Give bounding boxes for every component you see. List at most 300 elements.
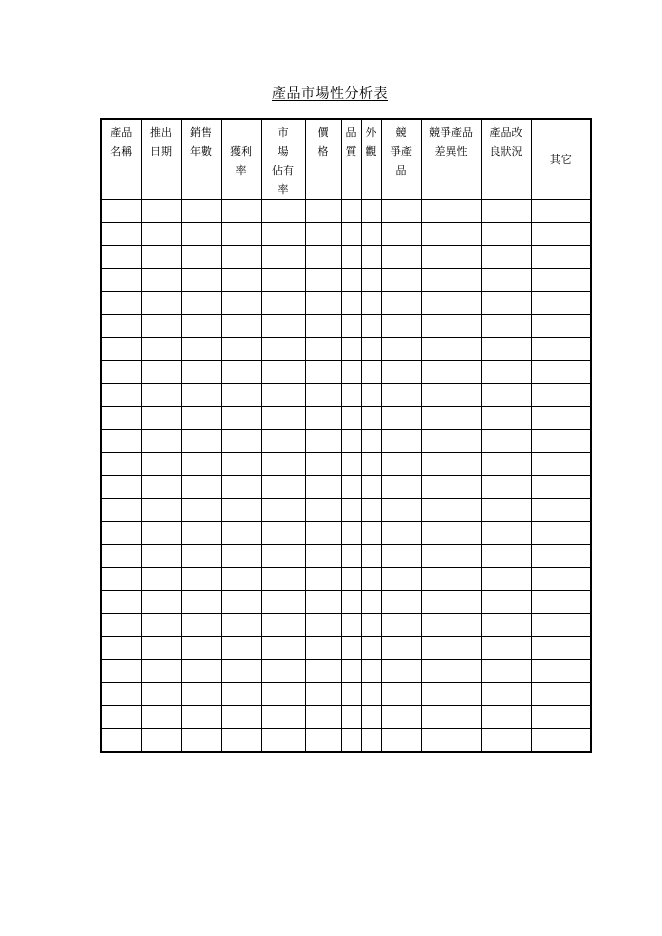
cell-sales-years[interactable] [181,315,221,338]
cell-market-share[interactable] [261,568,305,591]
cell-sales-years[interactable] [181,384,221,407]
cell-launch-date[interactable] [141,499,181,522]
cell-profit-rate[interactable] [221,453,261,476]
cell-quality[interactable] [341,384,361,407]
cell-competing-products[interactable] [381,591,421,614]
cell-competitive-difference[interactable] [421,545,481,568]
cell-other[interactable] [531,683,591,706]
cell-launch-date[interactable] [141,315,181,338]
cell-price[interactable] [305,200,341,223]
cell-appearance[interactable] [361,660,381,683]
cell-other[interactable] [531,430,591,453]
cell-improvement-status[interactable] [481,200,531,223]
cell-market-share[interactable] [261,361,305,384]
cell-sales-years[interactable] [181,430,221,453]
cell-launch-date[interactable] [141,338,181,361]
cell-other[interactable] [531,315,591,338]
cell-competing-products[interactable] [381,200,421,223]
cell-profit-rate[interactable] [221,361,261,384]
cell-competitive-difference[interactable] [421,269,481,292]
cell-competitive-difference[interactable] [421,683,481,706]
cell-product-name[interactable] [101,200,141,223]
cell-appearance[interactable] [361,246,381,269]
cell-price[interactable] [305,545,341,568]
cell-improvement-status[interactable] [481,269,531,292]
cell-sales-years[interactable] [181,200,221,223]
cell-appearance[interactable] [361,269,381,292]
cell-other[interactable] [531,499,591,522]
cell-other[interactable] [531,522,591,545]
cell-other[interactable] [531,637,591,660]
cell-competing-products[interactable] [381,407,421,430]
cell-profit-rate[interactable] [221,706,261,729]
cell-sales-years[interactable] [181,660,221,683]
cell-product-name[interactable] [101,338,141,361]
cell-price[interactable] [305,683,341,706]
cell-launch-date[interactable] [141,568,181,591]
cell-sales-years[interactable] [181,269,221,292]
cell-improvement-status[interactable] [481,407,531,430]
cell-price[interactable] [305,361,341,384]
cell-profit-rate[interactable] [221,338,261,361]
cell-market-share[interactable] [261,591,305,614]
cell-price[interactable] [305,568,341,591]
cell-quality[interactable] [341,568,361,591]
header-label-line: 推出 [150,126,172,139]
cell-other[interactable] [531,269,591,292]
cell-market-share[interactable] [261,706,305,729]
cell-improvement-status[interactable] [481,453,531,476]
cell-sales-years[interactable] [181,453,221,476]
cell-quality[interactable] [341,338,361,361]
cell-improvement-status[interactable] [481,315,531,338]
cell-profit-rate[interactable] [221,430,261,453]
cell-profit-rate[interactable] [221,683,261,706]
cell-market-share[interactable] [261,223,305,246]
cell-competitive-difference[interactable] [421,407,481,430]
cell-launch-date[interactable] [141,614,181,637]
cell-other[interactable] [531,706,591,729]
cell-competing-products[interactable] [381,269,421,292]
cell-price[interactable] [305,729,341,753]
cell-sales-years[interactable] [181,407,221,430]
cell-competitive-difference[interactable] [421,361,481,384]
cell-other[interactable] [531,292,591,315]
cell-other[interactable] [531,361,591,384]
cell-price[interactable] [305,292,341,315]
cell-sales-years[interactable] [181,706,221,729]
cell-appearance[interactable] [361,200,381,223]
cell-quality[interactable] [341,430,361,453]
cell-improvement-status[interactable] [481,384,531,407]
cell-competing-products[interactable] [381,568,421,591]
cell-improvement-status[interactable] [481,361,531,384]
cell-improvement-status[interactable] [481,660,531,683]
cell-product-name[interactable] [101,591,141,614]
cell-profit-rate[interactable] [221,591,261,614]
cell-market-share[interactable] [261,499,305,522]
cell-appearance[interactable] [361,407,381,430]
cell-market-share[interactable] [261,430,305,453]
cell-competing-products[interactable] [381,729,421,753]
cell-appearance[interactable] [361,384,381,407]
cell-quality[interactable] [341,453,361,476]
cell-improvement-status[interactable] [481,568,531,591]
cell-competitive-difference[interactable] [421,246,481,269]
cell-price[interactable] [305,269,341,292]
cell-price[interactable] [305,591,341,614]
cell-product-name[interactable] [101,361,141,384]
cell-appearance[interactable] [361,706,381,729]
cell-launch-date[interactable] [141,407,181,430]
cell-market-share[interactable] [261,384,305,407]
cell-profit-rate[interactable] [221,315,261,338]
cell-market-share[interactable] [261,522,305,545]
cell-other[interactable] [531,729,591,753]
cell-competitive-difference[interactable] [421,338,481,361]
cell-appearance[interactable] [361,729,381,753]
cell-product-name[interactable] [101,545,141,568]
cell-other[interactable] [531,407,591,430]
cell-appearance[interactable] [361,292,381,315]
cell-appearance[interactable] [361,614,381,637]
cell-competitive-difference[interactable] [421,223,481,246]
cell-appearance[interactable] [361,315,381,338]
cell-profit-rate[interactable] [221,614,261,637]
cell-quality[interactable] [341,522,361,545]
cell-improvement-status[interactable] [481,522,531,545]
cell-sales-years[interactable] [181,729,221,753]
cell-other[interactable] [531,384,591,407]
cell-competing-products[interactable] [381,706,421,729]
cell-market-share[interactable] [261,729,305,753]
market-analysis-table [100,118,592,753]
header-label-line: 品 [395,164,407,177]
cell-price[interactable] [305,430,341,453]
cell-competitive-difference[interactable] [421,706,481,729]
cell-market-share[interactable] [261,246,305,269]
cell-price[interactable] [305,315,341,338]
cell-competitive-difference[interactable] [421,729,481,753]
cell-competing-products[interactable] [381,292,421,315]
cell-other[interactable] [531,200,591,223]
cell-profit-rate[interactable] [221,384,261,407]
cell-competing-products[interactable] [381,453,421,476]
cell-quality[interactable] [341,246,361,269]
cell-price[interactable] [305,614,341,637]
cell-competitive-difference[interactable] [421,637,481,660]
cell-market-share[interactable] [261,476,305,499]
cell-price[interactable] [305,499,341,522]
cell-market-share[interactable] [261,269,305,292]
cell-profit-rate[interactable] [221,499,261,522]
cell-competing-products[interactable] [381,660,421,683]
cell-launch-date[interactable] [141,637,181,660]
cell-quality[interactable] [341,729,361,753]
cell-other[interactable] [531,246,591,269]
cell-launch-date[interactable] [141,246,181,269]
cell-profit-rate[interactable] [221,522,261,545]
cell-product-name[interactable] [101,637,141,660]
cell-improvement-status[interactable] [481,476,531,499]
cell-product-name[interactable] [101,568,141,591]
cell-market-share[interactable] [261,614,305,637]
cell-competitive-difference[interactable] [421,292,481,315]
cell-competitive-difference[interactable] [421,430,481,453]
cell-product-name[interactable] [101,269,141,292]
cell-product-name[interactable] [101,706,141,729]
cell-improvement-status[interactable] [481,246,531,269]
cell-competitive-difference[interactable] [421,476,481,499]
cell-launch-date[interactable] [141,706,181,729]
cell-appearance[interactable] [361,591,381,614]
cell-market-share[interactable] [261,683,305,706]
cell-competing-products[interactable] [381,223,421,246]
cell-market-share[interactable] [261,637,305,660]
cell-competitive-difference[interactable] [421,660,481,683]
cell-sales-years[interactable] [181,568,221,591]
cell-quality[interactable] [341,706,361,729]
cell-competing-products[interactable] [381,246,421,269]
cell-appearance[interactable] [361,683,381,706]
cell-improvement-status[interactable] [481,223,531,246]
cell-market-share[interactable] [261,453,305,476]
cell-launch-date[interactable] [141,361,181,384]
cell-launch-date[interactable] [141,223,181,246]
cell-improvement-status[interactable] [481,338,531,361]
cell-sales-years[interactable] [181,476,221,499]
cell-sales-years[interactable] [181,499,221,522]
cell-other[interactable] [531,568,591,591]
cell-profit-rate[interactable] [221,568,261,591]
header-label-line: 品 [345,126,357,139]
cell-profit-rate[interactable] [221,269,261,292]
cell-improvement-status[interactable] [481,591,531,614]
cell-launch-date[interactable] [141,729,181,753]
cell-quality[interactable] [341,499,361,522]
cell-product-name[interactable] [101,614,141,637]
cell-product-name[interactable] [101,315,141,338]
cell-improvement-status[interactable] [481,292,531,315]
cell-improvement-status[interactable] [481,683,531,706]
cell-market-share[interactable] [261,315,305,338]
cell-profit-rate[interactable] [221,246,261,269]
cell-competitive-difference[interactable] [421,315,481,338]
cell-product-name[interactable] [101,453,141,476]
cell-price[interactable] [305,522,341,545]
cell-appearance[interactable] [361,476,381,499]
header-label-line: 佔有 [272,164,294,177]
cell-launch-date[interactable] [141,660,181,683]
cell-product-name[interactable] [101,246,141,269]
cell-competing-products[interactable] [381,683,421,706]
cell-competing-products[interactable] [381,499,421,522]
cell-sales-years[interactable] [181,223,221,246]
cell-launch-date[interactable] [141,545,181,568]
cell-appearance[interactable] [361,499,381,522]
cell-price[interactable] [305,453,341,476]
cell-sales-years[interactable] [181,338,221,361]
cell-other[interactable] [531,614,591,637]
cell-sales-years[interactable] [181,522,221,545]
cell-profit-rate[interactable] [221,660,261,683]
cell-market-share[interactable] [261,200,305,223]
cell-product-name[interactable] [101,476,141,499]
cell-competing-products[interactable] [381,522,421,545]
cell-quality[interactable] [341,683,361,706]
cell-market-share[interactable] [261,545,305,568]
cell-improvement-status[interactable] [481,729,531,753]
cell-sales-years[interactable] [181,361,221,384]
cell-improvement-status[interactable] [481,637,531,660]
cell-profit-rate[interactable] [221,545,261,568]
cell-market-share[interactable] [261,660,305,683]
table-row [101,292,591,315]
cell-quality[interactable] [341,591,361,614]
cell-product-name[interactable] [101,683,141,706]
cell-price[interactable] [305,637,341,660]
cell-quality[interactable] [341,223,361,246]
cell-improvement-status[interactable] [481,614,531,637]
cell-launch-date[interactable] [141,200,181,223]
cell-competing-products[interactable] [381,315,421,338]
cell-appearance[interactable] [361,522,381,545]
cell-product-name[interactable] [101,384,141,407]
cell-appearance[interactable] [361,637,381,660]
cell-appearance[interactable] [361,453,381,476]
cell-quality[interactable] [341,292,361,315]
cell-price[interactable] [305,246,341,269]
cell-profit-rate[interactable] [221,223,261,246]
cell-quality[interactable] [341,660,361,683]
cell-launch-date[interactable] [141,476,181,499]
cell-price[interactable] [305,407,341,430]
cell-appearance[interactable] [361,568,381,591]
cell-improvement-status[interactable] [481,499,531,522]
cell-profit-rate[interactable] [221,476,261,499]
cell-product-name[interactable] [101,223,141,246]
cell-quality[interactable] [341,361,361,384]
cell-competitive-difference[interactable] [421,614,481,637]
cell-profit-rate[interactable] [221,292,261,315]
cell-other[interactable] [531,660,591,683]
cell-sales-years[interactable] [181,683,221,706]
cell-appearance[interactable] [361,430,381,453]
table-row [101,637,591,660]
cell-product-name[interactable] [101,499,141,522]
cell-quality[interactable] [341,269,361,292]
cell-other[interactable] [531,591,591,614]
cell-launch-date[interactable] [141,292,181,315]
cell-launch-date[interactable] [141,683,181,706]
cell-competing-products[interactable] [381,361,421,384]
cell-sales-years[interactable] [181,545,221,568]
cell-improvement-status[interactable] [481,545,531,568]
cell-appearance[interactable] [361,545,381,568]
cell-competing-products[interactable] [381,338,421,361]
cell-competitive-difference[interactable] [421,568,481,591]
header-quality [341,119,361,200]
cell-product-name[interactable] [101,729,141,753]
table-row [101,338,591,361]
cell-other[interactable] [531,453,591,476]
cell-other[interactable] [531,338,591,361]
cell-price[interactable] [305,706,341,729]
cell-competing-products[interactable] [381,384,421,407]
cell-other[interactable] [531,223,591,246]
cell-competitive-difference[interactable] [421,384,481,407]
cell-product-name[interactable] [101,292,141,315]
cell-appearance[interactable] [361,361,381,384]
cell-quality[interactable] [341,315,361,338]
cell-other[interactable] [531,476,591,499]
cell-other[interactable] [531,545,591,568]
cell-competing-products[interactable] [381,545,421,568]
cell-price[interactable] [305,384,341,407]
cell-competing-products[interactable] [381,614,421,637]
cell-quality[interactable] [341,614,361,637]
cell-sales-years[interactable] [181,292,221,315]
cell-quality[interactable] [341,545,361,568]
cell-market-share[interactable] [261,338,305,361]
cell-sales-years[interactable] [181,614,221,637]
cell-improvement-status[interactable] [481,706,531,729]
cell-competitive-difference[interactable] [421,200,481,223]
cell-competitive-difference[interactable] [421,499,481,522]
cell-launch-date[interactable] [141,522,181,545]
cell-profit-rate[interactable] [221,200,261,223]
cell-competing-products[interactable] [381,430,421,453]
header-label-line: 觀 [365,145,377,158]
cell-profit-rate[interactable] [221,407,261,430]
cell-launch-date[interactable] [141,453,181,476]
cell-quality[interactable] [341,637,361,660]
cell-market-share[interactable] [261,292,305,315]
cell-quality[interactable] [341,200,361,223]
cell-profit-rate[interactable] [221,637,261,660]
cell-launch-date[interactable] [141,384,181,407]
cell-product-name[interactable] [101,407,141,430]
cell-price[interactable] [305,223,341,246]
cell-competing-products[interactable] [381,476,421,499]
cell-launch-date[interactable] [141,591,181,614]
header-label-line: 價 [317,126,329,139]
cell-sales-years[interactable] [181,246,221,269]
cell-product-name[interactable] [101,522,141,545]
cell-quality[interactable] [341,407,361,430]
cell-competitive-difference[interactable] [421,591,481,614]
cell-market-share[interactable] [261,407,305,430]
cell-product-name[interactable] [101,660,141,683]
cell-competitive-difference[interactable] [421,453,481,476]
cell-price[interactable] [305,660,341,683]
cell-price[interactable] [305,338,341,361]
cell-launch-date[interactable] [141,430,181,453]
cell-product-name[interactable] [101,430,141,453]
cell-improvement-status[interactable] [481,430,531,453]
cell-launch-date[interactable] [141,269,181,292]
cell-sales-years[interactable] [181,637,221,660]
cell-appearance[interactable] [361,338,381,361]
cell-profit-rate[interactable] [221,729,261,753]
cell-appearance[interactable] [361,223,381,246]
cell-quality[interactable] [341,476,361,499]
cell-competing-products[interactable] [381,637,421,660]
cell-competitive-difference[interactable] [421,522,481,545]
cell-sales-years[interactable] [181,591,221,614]
table-row [101,246,591,269]
cell-price[interactable] [305,476,341,499]
